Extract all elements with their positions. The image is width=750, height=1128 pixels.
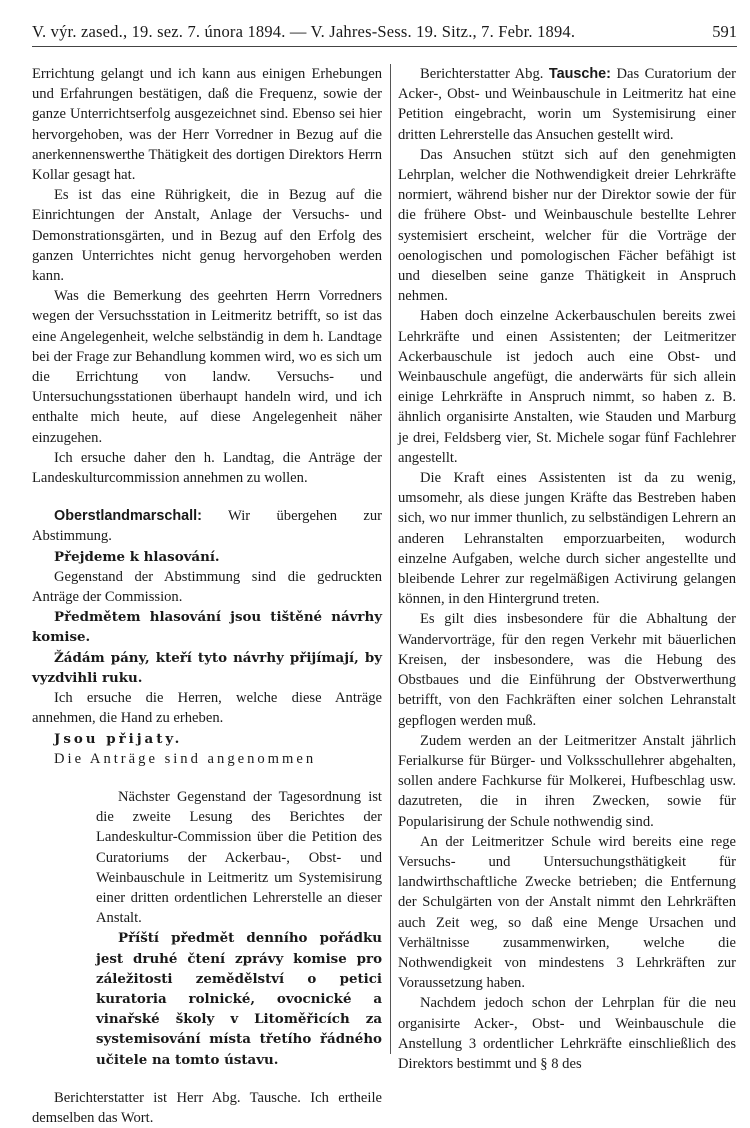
paragraph: Ich ersuche daher den h. Landtag, die Anträge der Landeskulturcommission annehmen zu wollen. bbox=[32, 449, 382, 487]
paragraph: Errichtung gelangt und ich kann aus einigen Erhebungen und Erfahrungen bestätigen, daß die Frequenz, sowie der ganze Unterrichtserfolg ausgezeichnet sind. Ebenso sei hier hervorgehoben, was der Herr Vorredner in Bezug auf die anerkennenswerthe Thätigkeit des dortigen Direktors Herrn Kollar gesagt hat. bbox=[32, 66, 382, 184]
paragraph: Was die Bemerkung des geehrten Herrn Vorredners wegen der Versuchsstation in Leitmeritz betrifft, so ist das eine Angelegenheit, welche selbständig in dem h. Landtage bei der Frage zur Behandlung kommen wird, wo es sich um die Errichtung von landw. Versuchs- und Untersuchungsstationen überhaupt handeln wird, und ich enthalte mich heute, auf diese Angelegenheit näher einzugehen. bbox=[32, 288, 382, 446]
paragraph: An der Leitmeritzer Schule wird bereits eine rege Versuchs- und Untersuchungsthätigkeit für landwirthschaftliche Zwecke betrieben; die Entfernung der Schulgärten von der Anstalt nimmt den Lehrkräften auch Zeit weg, so daß eine Menge Ursachen und Verhältnisse zusammenwirken, welche die Nothwendigkeit von mindestens 3 Lehrkräften zur Voraussetzung haben. bbox=[398, 833, 736, 992]
speech-text: Das Curatorium der Acker-, Obst- und Weinbauschule in Leitmeritz hat eine Petition eingebracht, worin um Systemisirung einer dritten Lehrerstelle das Ansuchen gestellt wird. bbox=[398, 66, 736, 143]
left-column bbox=[32, 64, 382, 1128]
paragraph: Berichterstatter ist Herr Abg. Tausche. Ich ertheile demselben das Wort. bbox=[32, 1089, 382, 1126]
agenda-item: Nächster Gegenstand der Tagesordnung ist die zweite Lesung des Berichtes der Landeskultur-Commission über die Petition des Curatoriums der Ackerbau-, Obst- und Weinbauschule in Leitmeritz um Systemisirung einer dritten ordentlichen Lehrerstelle an dieser Anstalt. bbox=[96, 788, 382, 927]
speaker-prefix: Berichterstatter Abg. bbox=[420, 66, 544, 82]
page-number: 591 bbox=[712, 22, 737, 41]
paragraph-czech: Předmětem hlasování jsou tištěné návrhy komise. bbox=[32, 609, 382, 646]
speaker-name: Tausche: bbox=[548, 66, 611, 82]
paragraph-czech: Žádám pány, kteří tyto návrhy přijímají, by vyzdvihli ruku. bbox=[32, 649, 382, 686]
paragraph: Es ist das eine Rührigkeit, die in Bezug auf die Einrichtungen der Anstalt, Anlage der Versuchs- und Demonstrationsgärten, und in Bezug auf den Erfolg des ganzen Unterrichtes nicht genug hervorgehoben werden kann. bbox=[32, 187, 382, 285]
paragraph: Gegenstand der Abstimmung sind die gedruckten Anträge der Commission. bbox=[32, 568, 382, 606]
header-title: V. výr. zased., 19. sez. 7. února 1894. — V. Jahres-Sess. 19. Sitz., 7. Febr. 1894. bbox=[32, 22, 576, 41]
paragraph: Zudem werden an der Leitmeritzer Anstalt jährlich Ferialkurse für Bürger- und Volksschullehrer abgehalten, sollen andere Fachkurse für Molkerei, Hufbeschlag usw. dazutreten, die in ihren Zwecken, sowie für Popularisirung der Schule nothwendig sind. bbox=[398, 732, 736, 830]
paragraph: Es gilt dies insbesondere für die Abhaltung der Wandervorträge, für den regen Verkehr mit bäuerlichen Kreisen, der insbesondere, was die Hebung des Obstbaues und die Einführung der Obstverwerthung betrifft, von den Fachkräften einer solchen Lehranstalt gepflogen werden muß. bbox=[398, 611, 736, 729]
speaker-paragraph bbox=[32, 506, 382, 546]
speech-text: Wir übergehen zur Abstimmung. bbox=[32, 508, 382, 545]
paragraph-czech: Přejdeme k hlasování. bbox=[54, 548, 220, 565]
paragraph: Die Kraft eines Assistenten ist da zu wenig, umsomehr, als diese jungen Kräfte das Bestreben haben sich, wo nur immer thunlich, zu selbständigen Lehrern an anderen Lehranstalten emporzuarbeiten, wodurch einzelne Aufgaben, welche durch sicher angestellte und bleibende Lehrer zur regelmäßigen Activirung gelangen können, in den Hintergrund treten. bbox=[398, 470, 736, 608]
running-header bbox=[32, 22, 737, 47]
agenda-item-czech: Příští předmět denního pořádku jest druhé čtení zprávy komise pro záležitosti zemědělství o petici kuratoria rolnické, ovocnické a vinařské školy v Litoměřicích za systemisování místa třetího řádného učitele na tomto ústavu. bbox=[96, 930, 382, 1068]
speaker-paragraph bbox=[398, 64, 736, 145]
paragraph: Haben doch einzelne Ackerbauschulen bereits zwei Lehrkräfte und einen Assistenten; der Leitmeritzer Ackerbauschule ist jedoch auch eine Obst- und Weinbauschule angefügt, die anderwärts für sich allein einige Lehrkräfte in Anspruch nimmt, so haben z. B. ähnlich organisirte Anstalten, wie Stauden und Marburg je drei, Feldsberg vier, St. Michele sogar fünf Fachlehrer angestellt. bbox=[398, 308, 736, 466]
paragraph: Nachdem jedoch schon der Lehrplan für die neu organisirte Acker-, Obst- und Weinbauschule die Anstellung 3 ordentlicher Lehrkräfte einschließlich des Direktors bestimmt und § 8 des bbox=[398, 995, 736, 1072]
speaker-name: Oberstlandmarschall: bbox=[54, 508, 202, 525]
right-column bbox=[398, 64, 736, 1074]
paragraph: Ich ersuche die Herren, welche diese Anträge annehmen, die Hand zu erheben. bbox=[32, 690, 382, 727]
paragraph-czech: Jsou přijaty. bbox=[54, 730, 183, 747]
column-divider bbox=[390, 64, 391, 1054]
paragraph: Das Ansuchen stützt sich auf den genehmigten Lehrplan, welcher die Nothwendigkeit dreier Lehrkräfte normiert, während bisher nur der Direktor sowie der für die frühere Obst- und Weinbauschule bestellte Lehrer systemisiert erscheint, welcher für die Vorträge der oenologischen und pomologischen Fächer befähigt ist und dieselben seine ganze Thätigkeit in Anspruch nehmen. bbox=[398, 146, 736, 305]
paragraph: Die Anträge sind angenommen bbox=[54, 750, 317, 767]
